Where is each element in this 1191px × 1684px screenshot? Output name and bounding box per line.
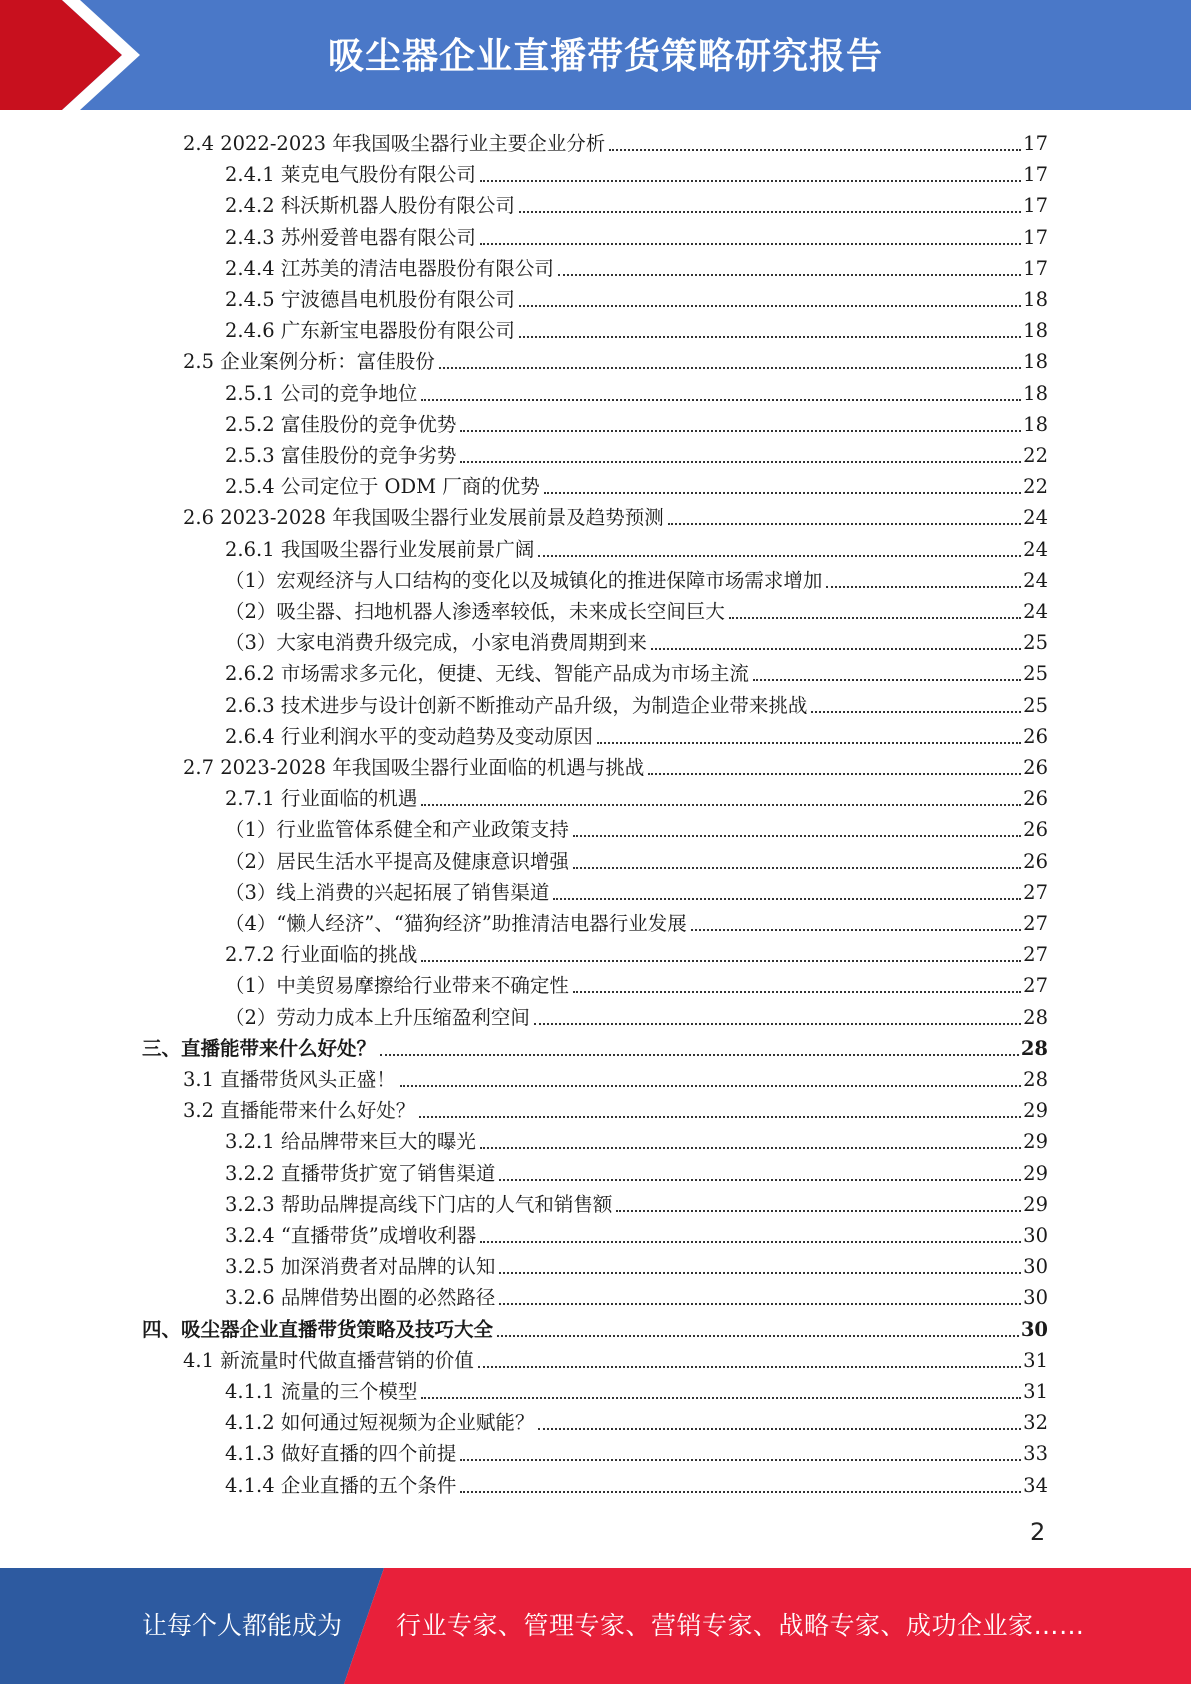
toc-entry-page: 25 bbox=[1023, 662, 1048, 686]
toc-entry-label: 3.2.6 品牌借势出圈的必然路径 bbox=[225, 1286, 496, 1310]
toc-entry-label: 2.6 2023-2028 年我国吸尘器行业发展前景及趋势预测 bbox=[183, 506, 664, 530]
toc-entry-page: 25 bbox=[1023, 631, 1048, 655]
toc-entry-label: 3.2 直播能带来什么好处？ bbox=[183, 1099, 416, 1123]
toc-entry-label: 2.7 2023-2028 年我国吸尘器行业面临的机遇与挑战 bbox=[183, 756, 645, 779]
toc-dot-leader bbox=[597, 742, 1021, 744]
toc-dot-leader bbox=[616, 1210, 1021, 1212]
toc-dot-leader bbox=[421, 1397, 1021, 1399]
toc-entry[interactable] bbox=[225, 378, 1048, 409]
toc-dot-leader bbox=[480, 1241, 1021, 1243]
toc-entry[interactable] bbox=[183, 1345, 1048, 1376]
toc-entry[interactable] bbox=[225, 222, 1048, 253]
toc-entry-label: 3.2.4 “直播带货”成增收利器 bbox=[225, 1224, 477, 1247]
toc-entry-label: 3.2.5 加深消费者对品牌的认知 bbox=[225, 1255, 496, 1279]
toc-entry-label: 4.1.1 流量的三个模型 bbox=[225, 1380, 418, 1403]
toc-dot-leader bbox=[573, 835, 1021, 837]
toc-entry-page: 27 bbox=[1023, 974, 1048, 998]
toc-entry[interactable] bbox=[225, 877, 1048, 908]
toc-entry-page: 30 bbox=[1020, 1317, 1048, 1341]
toc-entry-label: 2.4.1 莱克电气股份有限公司 bbox=[225, 163, 476, 187]
toc-entry-label: 2.4 2022-2023 年我国吸尘器行业主要企业分析 bbox=[183, 132, 606, 155]
toc-entry[interactable] bbox=[183, 752, 1048, 783]
toc-dot-leader bbox=[651, 648, 1021, 650]
toc-dot-leader bbox=[648, 773, 1021, 775]
toc-entry-label: 2.5.1 公司的竞争地位 bbox=[225, 381, 418, 405]
toc-entry-label: 2.6.4 行业利润水平的变动趋势及变动原因 bbox=[225, 724, 593, 748]
toc-entry-page: 26 bbox=[1023, 724, 1048, 748]
toc-entry[interactable] bbox=[225, 159, 1048, 190]
toc-entry-label: 2.4.4 江苏美的清洁电器股份有限公司 bbox=[225, 256, 554, 280]
toc-dot-leader bbox=[534, 1023, 1021, 1025]
toc-dot-leader bbox=[553, 898, 1021, 900]
toc-dot-leader bbox=[519, 336, 1021, 338]
toc-entry[interactable] bbox=[225, 1002, 1048, 1033]
toc-entry-page: 18 bbox=[1023, 350, 1048, 374]
toc-entry[interactable] bbox=[225, 1158, 1048, 1189]
toc-entry[interactable] bbox=[183, 1064, 1048, 1095]
toc-dot-leader bbox=[811, 711, 1021, 713]
toc-dot-leader bbox=[480, 1147, 1021, 1149]
toc-entry-page: 27 bbox=[1023, 880, 1048, 904]
toc-entry[interactable] bbox=[225, 534, 1048, 565]
toc-dot-leader bbox=[753, 679, 1021, 681]
toc-entry-label: （1）行业监管体系健全和产业政策支持 bbox=[225, 818, 569, 842]
toc-entry-label: 4.1.2 如何通过短视频为企业赋能？ bbox=[225, 1411, 535, 1435]
toc-entry-page: 29 bbox=[1023, 1192, 1048, 1216]
toc-entry-label: 2.4.6 广东新宝电器股份有限公司 bbox=[225, 319, 515, 343]
toc-entry[interactable] bbox=[225, 783, 1048, 814]
toc-entry-label: 2.4.2 科沃斯机器人股份有限公司 bbox=[225, 194, 515, 218]
toc-dot-leader bbox=[421, 960, 1021, 962]
toc-entry-label: 3.2.1 给品牌带来巨大的曝光 bbox=[225, 1130, 476, 1154]
toc-entry-label: 2.4.5 宁波德昌电机股份有限公司 bbox=[225, 288, 515, 311]
report-title: 吸尘器企业直播带货策略研究报告 bbox=[327, 36, 883, 77]
toc-entry[interactable] bbox=[225, 1189, 1048, 1220]
toc-entry[interactable] bbox=[183, 1095, 1048, 1126]
page-footer bbox=[0, 1568, 1191, 1684]
toc-entry-page: 24 bbox=[1023, 568, 1048, 592]
toc-entry-page: 30 bbox=[1023, 1255, 1048, 1279]
toc-dot-leader bbox=[439, 367, 1021, 369]
toc-entry-label: 2.7.1 行业面临的机遇 bbox=[225, 787, 418, 811]
toc-entry-label: （3）大家电消费升级完成，小家电消费周期到来 bbox=[225, 631, 647, 655]
toc-entry-page: 17 bbox=[1023, 132, 1048, 155]
toc-entry[interactable] bbox=[225, 846, 1048, 877]
toc-dot-leader bbox=[558, 274, 1021, 276]
toc-entry[interactable] bbox=[225, 1407, 1048, 1438]
toc-entry-label: 2.7.2 行业面临的挑战 bbox=[225, 943, 418, 967]
toc-entry-page: 32 bbox=[1023, 1411, 1048, 1435]
toc-entry-label: 2.5 企业案例分析：富佳股份 bbox=[183, 350, 435, 374]
toc-dot-leader bbox=[668, 523, 1021, 525]
toc-entry-page: 26 bbox=[1023, 756, 1048, 779]
toc-entry-page: 30 bbox=[1023, 1224, 1048, 1247]
toc-entry-label: （3）线上消费的兴起拓展了销售渠道 bbox=[225, 880, 550, 904]
toc-entry[interactable] bbox=[225, 970, 1048, 1001]
toc-entry-label: 2.6.3 技术进步与设计创新不断推动产品升级，为制造企业带来挑战 bbox=[225, 693, 808, 717]
footer-slogan-right: 行业专家、管理专家、营销专家、战略专家、成功企业家…… bbox=[396, 1611, 1085, 1640]
toc-entry[interactable] bbox=[225, 565, 1048, 596]
toc-entry[interactable] bbox=[225, 939, 1048, 970]
toc-entry[interactable] bbox=[225, 658, 1048, 689]
toc-dot-leader bbox=[480, 243, 1021, 245]
toc-entry[interactable] bbox=[225, 1438, 1048, 1469]
page-number: 2 bbox=[1030, 1518, 1046, 1546]
toc-dot-leader bbox=[544, 492, 1021, 494]
toc-dot-leader bbox=[538, 555, 1021, 557]
toc-entry-page: 31 bbox=[1023, 1348, 1048, 1372]
toc-dot-leader bbox=[729, 617, 1021, 619]
toc-entry[interactable] bbox=[225, 1470, 1048, 1501]
toc-dot-leader bbox=[460, 430, 1021, 432]
toc-entry-label: （2）居民生活水平提高及健康意识增强 bbox=[225, 849, 569, 873]
toc-dot-leader bbox=[499, 1179, 1021, 1181]
toc-entry[interactable] bbox=[225, 814, 1048, 845]
toc-entry-page: 33 bbox=[1023, 1442, 1048, 1466]
toc-entry[interactable] bbox=[183, 346, 1048, 377]
toc-entry-page: 28 bbox=[1023, 1005, 1048, 1029]
toc-dot-leader bbox=[499, 1272, 1021, 1274]
toc-entry[interactable] bbox=[225, 1220, 1048, 1251]
toc-entry[interactable] bbox=[225, 1376, 1048, 1407]
toc-entry[interactable] bbox=[225, 315, 1048, 346]
toc-entry-page: 26 bbox=[1023, 818, 1048, 842]
toc-entry-label: 2.5.2 富佳股份的竞争优势 bbox=[225, 412, 457, 436]
toc-entry-label: （2）劳动力成本上升压缩盈利空间 bbox=[225, 1005, 530, 1029]
toc-entry-label: 三、直播能带来什么好处？ bbox=[142, 1036, 377, 1060]
toc-entry-label: 2.6.1 我国吸尘器行业发展前景广阔 bbox=[225, 537, 535, 561]
toc-entry-label: 2.6.2 市场需求多元化，便捷、无线、智能产品成为市场主流 bbox=[225, 662, 749, 686]
toc-dot-leader bbox=[460, 1459, 1021, 1461]
toc-entry-page: 24 bbox=[1023, 506, 1048, 530]
toc-entry-page: 26 bbox=[1023, 787, 1048, 811]
toc-entry[interactable] bbox=[142, 1033, 1048, 1064]
toc-entry-page: 28 bbox=[1020, 1036, 1048, 1060]
toc-dot-leader bbox=[609, 149, 1021, 151]
toc-entry-label: 3.1 直播带货风头正盛！ bbox=[183, 1068, 396, 1091]
toc-entry-label: 2.5.4 公司定位于 ODM 厂商的优势 bbox=[225, 475, 540, 499]
toc-entry-page: 17 bbox=[1023, 194, 1048, 218]
toc-entry-page: 18 bbox=[1023, 319, 1048, 343]
toc-entry-page: 17 bbox=[1023, 225, 1048, 249]
toc-entry-page: 27 bbox=[1023, 912, 1048, 935]
toc-entry[interactable] bbox=[225, 908, 1048, 939]
toc-entry-page: 31 bbox=[1023, 1380, 1048, 1403]
toc-entry-label: （2）吸尘器、扫地机器人渗透率较低，未来成长空间巨大 bbox=[225, 600, 725, 623]
toc-entry-page: 18 bbox=[1023, 288, 1048, 311]
toc-entry-page: 18 bbox=[1023, 381, 1048, 405]
toc-entry[interactable] bbox=[225, 253, 1048, 284]
toc-entry[interactable] bbox=[225, 1126, 1048, 1157]
toc-entry[interactable] bbox=[225, 596, 1048, 627]
toc-entry-label: 3.2.2 直播带货扩宽了销售渠道 bbox=[225, 1161, 496, 1185]
toc-entry-page: 34 bbox=[1023, 1473, 1048, 1497]
toc-dot-leader bbox=[573, 991, 1021, 993]
toc-entry-label: 4.1.4 企业直播的五个条件 bbox=[225, 1473, 457, 1497]
toc-dot-leader bbox=[826, 586, 1021, 588]
toc-entry-page: 25 bbox=[1023, 693, 1048, 717]
toc-entry[interactable] bbox=[225, 721, 1048, 752]
toc-entry[interactable] bbox=[142, 1314, 1048, 1345]
toc-dot-leader bbox=[497, 1335, 1019, 1337]
toc-entry[interactable] bbox=[183, 128, 1048, 159]
toc-entry[interactable] bbox=[225, 690, 1048, 721]
toc-entry-page: 18 bbox=[1023, 412, 1048, 436]
toc-dot-leader bbox=[478, 1366, 1021, 1368]
toc-entry-label: 2.4.3 苏州爱普电器有限公司 bbox=[225, 225, 476, 249]
toc-entry-page: 22 bbox=[1023, 475, 1048, 499]
toc-entry-page: 28 bbox=[1023, 1068, 1048, 1091]
toc-entry-page: 24 bbox=[1023, 537, 1048, 561]
toc-entry-page: 22 bbox=[1023, 444, 1048, 467]
toc-entry-page: 24 bbox=[1023, 600, 1048, 623]
toc-entry-page: 29 bbox=[1023, 1130, 1048, 1154]
toc-entry-page: 27 bbox=[1023, 943, 1048, 967]
toc-entry[interactable] bbox=[225, 1282, 1048, 1313]
toc-entry-page: 30 bbox=[1023, 1286, 1048, 1310]
toc-entry-label: 4.1.3 做好直播的四个前提 bbox=[225, 1442, 457, 1466]
toc-entry-page: 26 bbox=[1023, 849, 1048, 873]
toc-dot-leader bbox=[480, 180, 1021, 182]
toc-entry-label: 4.1 新流量时代做直播营销的价值 bbox=[183, 1348, 474, 1372]
toc-entry[interactable] bbox=[225, 190, 1048, 221]
toc-entry-label: 2.5.3 富佳股份的竞争劣势 bbox=[225, 444, 457, 467]
toc-dot-leader bbox=[460, 1491, 1021, 1493]
toc-dot-leader bbox=[519, 305, 1021, 307]
toc-entry-label: （1）中美贸易摩擦给行业带来不确定性 bbox=[225, 974, 569, 998]
toc-entry-page: 29 bbox=[1023, 1099, 1048, 1123]
toc-entry-label: （1）宏观经济与人口结构的变化以及城镇化的推进保障市场需求增加 bbox=[225, 568, 823, 592]
page-header bbox=[0, 0, 1191, 110]
toc-dot-leader bbox=[421, 804, 1021, 806]
toc-entry-label: 3.2.3 帮助品牌提高线下门店的人气和销售额 bbox=[225, 1192, 613, 1216]
toc-dot-leader bbox=[499, 1303, 1021, 1305]
toc-entry-page: 29 bbox=[1023, 1161, 1048, 1185]
toc-entry-label: （4）“懒人经济”、“猫狗经济”助推清洁电器行业发展 bbox=[225, 912, 687, 935]
toc-dot-leader bbox=[380, 1054, 1019, 1056]
toc-dot-leader bbox=[460, 461, 1021, 463]
footer-slogan-left: 让每个人都能成为 bbox=[142, 1611, 343, 1640]
toc-dot-leader bbox=[573, 867, 1021, 869]
toc-dot-leader bbox=[400, 1085, 1021, 1087]
toc-entry[interactable] bbox=[183, 502, 1048, 533]
toc-dot-leader bbox=[421, 399, 1021, 401]
toc-entry-label: 四、吸尘器企业直播带货策略及技巧大全 bbox=[142, 1317, 494, 1341]
toc-entry-page: 17 bbox=[1023, 256, 1048, 280]
toc-entry[interactable] bbox=[225, 440, 1048, 471]
toc-entry[interactable] bbox=[225, 284, 1048, 315]
toc-entry[interactable] bbox=[225, 627, 1048, 658]
toc-dot-leader bbox=[691, 929, 1021, 931]
toc-entry-page: 17 bbox=[1023, 163, 1048, 187]
toc-dot-leader bbox=[519, 211, 1021, 213]
toc-entry[interactable] bbox=[225, 1251, 1048, 1282]
toc-entry[interactable] bbox=[225, 471, 1048, 502]
toc-entry[interactable] bbox=[225, 409, 1048, 440]
toc-dot-leader bbox=[419, 1116, 1021, 1118]
toc-dot-leader bbox=[538, 1428, 1021, 1430]
